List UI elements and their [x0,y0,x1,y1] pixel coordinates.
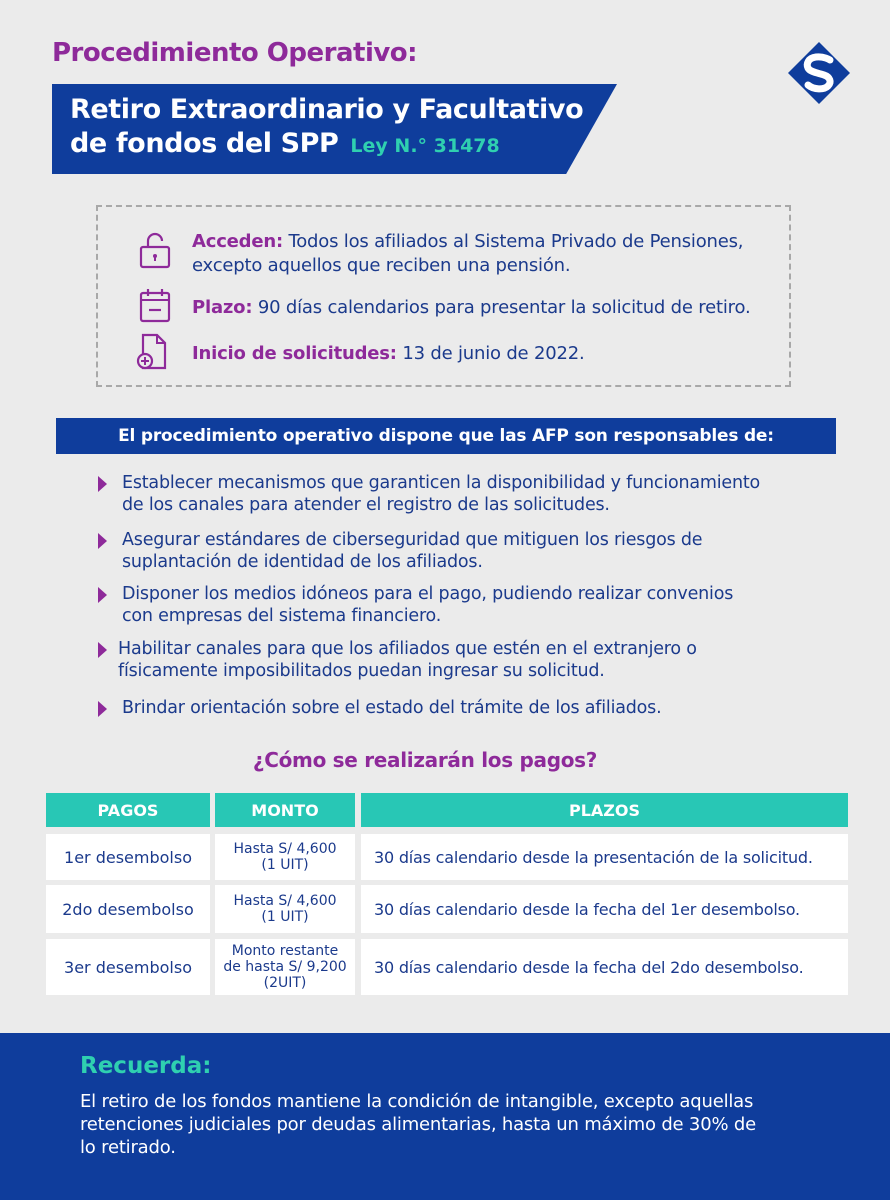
start-row [192,342,585,366]
table-cell-pago: 3er desembolso [46,939,210,995]
triangle-bullet-icon [98,533,107,549]
triangle-bullet-icon [98,587,107,603]
term-row [192,296,750,320]
access-row [192,230,743,278]
column-header-plazos: PLAZOS [361,793,848,827]
term-text: 90 días calendarios para presentar la solicitud de retiro. [252,297,751,318]
banner-title-line2-text: de fondos del SPP [70,128,339,159]
footer-title: Recuerda: [80,1053,212,1079]
list-item-line1: Brindar orientación sobre el estado del trámite de los afiliados. [122,698,662,718]
list-item-line1: Establecer mecanismos que garanticen la disponibilidad y funcionamiento [122,473,761,493]
table-cell-monto [215,834,355,880]
monto-line2: (1 UIT) [261,857,309,873]
start-text: 13 de junio de 2022. [396,343,585,364]
monto-line2: de hasta S/ 9,200 [223,959,347,975]
calendar-icon [138,287,172,325]
list-item-text [118,638,788,682]
page-title: Procedimiento Operativo: [52,38,418,68]
responsibilities-heading: El procedimiento operativo dispone que las AFP son responsables de: [56,418,836,454]
footer-text [80,1090,820,1159]
list-item-line2: físicamente imposibilitados puedan ingresar su solicitud. [118,661,605,681]
payments-heading: ¿Cómo se realizarán los pagos? [252,748,598,772]
list-item-line1: Habilitar canales para que los afiliados que estén en el extranjero o [118,639,697,659]
footer-line2: retenciones judiciales por deudas alimentarias, hasta un máximo de 30% de [80,1114,756,1135]
triangle-bullet-icon [98,476,107,492]
table-cell-pago: 2do desembolso [46,885,210,933]
triangle-bullet-icon [98,642,107,658]
law-number: Ley N.° 31478 [350,135,500,157]
monto-line1: Monto restante [231,943,339,959]
list-item-line1: Disponer los medios idóneos para el pago, pudiendo realizar convenios [122,584,734,604]
table-cell-plazo: 30 días calendario desde la presentación de la solicitud. [361,834,848,880]
banner-title-line1: Retiro Extraordinario y Facultativo [70,94,584,125]
list-item-text [122,697,792,719]
list-item-text [122,529,792,573]
table-cell-pago: 1er desembolso [46,834,210,880]
lock-open-icon [138,231,172,269]
monto-line3: (2UIT) [263,975,307,991]
list-item-line1: Asegurar estándares de ciberseguridad que mitiguen los riesgos de [122,530,703,550]
document-add-icon [136,333,170,371]
monto-line1: Hasta S/ 4,600 [233,893,337,909]
list-item-text [122,583,792,627]
term-label: Plazo: [192,297,253,318]
list-item-text [122,472,792,516]
access-text-line2: excepto aquellos que reciben una pensión. [192,255,571,276]
start-label: Inicio de solicitudes: [192,343,397,364]
table-cell-plazo: 30 días calendario desde la fecha del 2do desembolso. [361,939,848,995]
list-item-line2: con empresas del sistema financiero. [122,606,442,626]
list-item-line2: suplantación de identidad de los afiliados. [122,552,483,572]
access-label: Acceden: [192,231,283,252]
list-item-line2: de los canales para atender el registro de las solicitudes. [122,495,610,515]
table-cell-monto [215,885,355,933]
triangle-bullet-icon [98,701,107,717]
access-text: Todos los afiliados al Sistema Privado de Pensiones, [282,231,744,252]
column-header-pagos: PAGOS [46,793,210,827]
column-header-monto: MONTO [215,793,355,827]
logo-icon [786,40,852,106]
table-cell-plazo: 30 días calendario desde la fecha del 1er desembolso. [361,885,848,933]
monto-line2: (1 UIT) [261,909,309,925]
table-cell-monto [215,939,355,995]
banner-title-line2 [70,128,500,159]
footer-line3: lo retirado. [80,1137,176,1158]
monto-line1: Hasta S/ 4,600 [233,841,337,857]
footer-line1: El retiro de los fondos mantiene la condición de intangible, excepto aquellas [80,1091,754,1112]
